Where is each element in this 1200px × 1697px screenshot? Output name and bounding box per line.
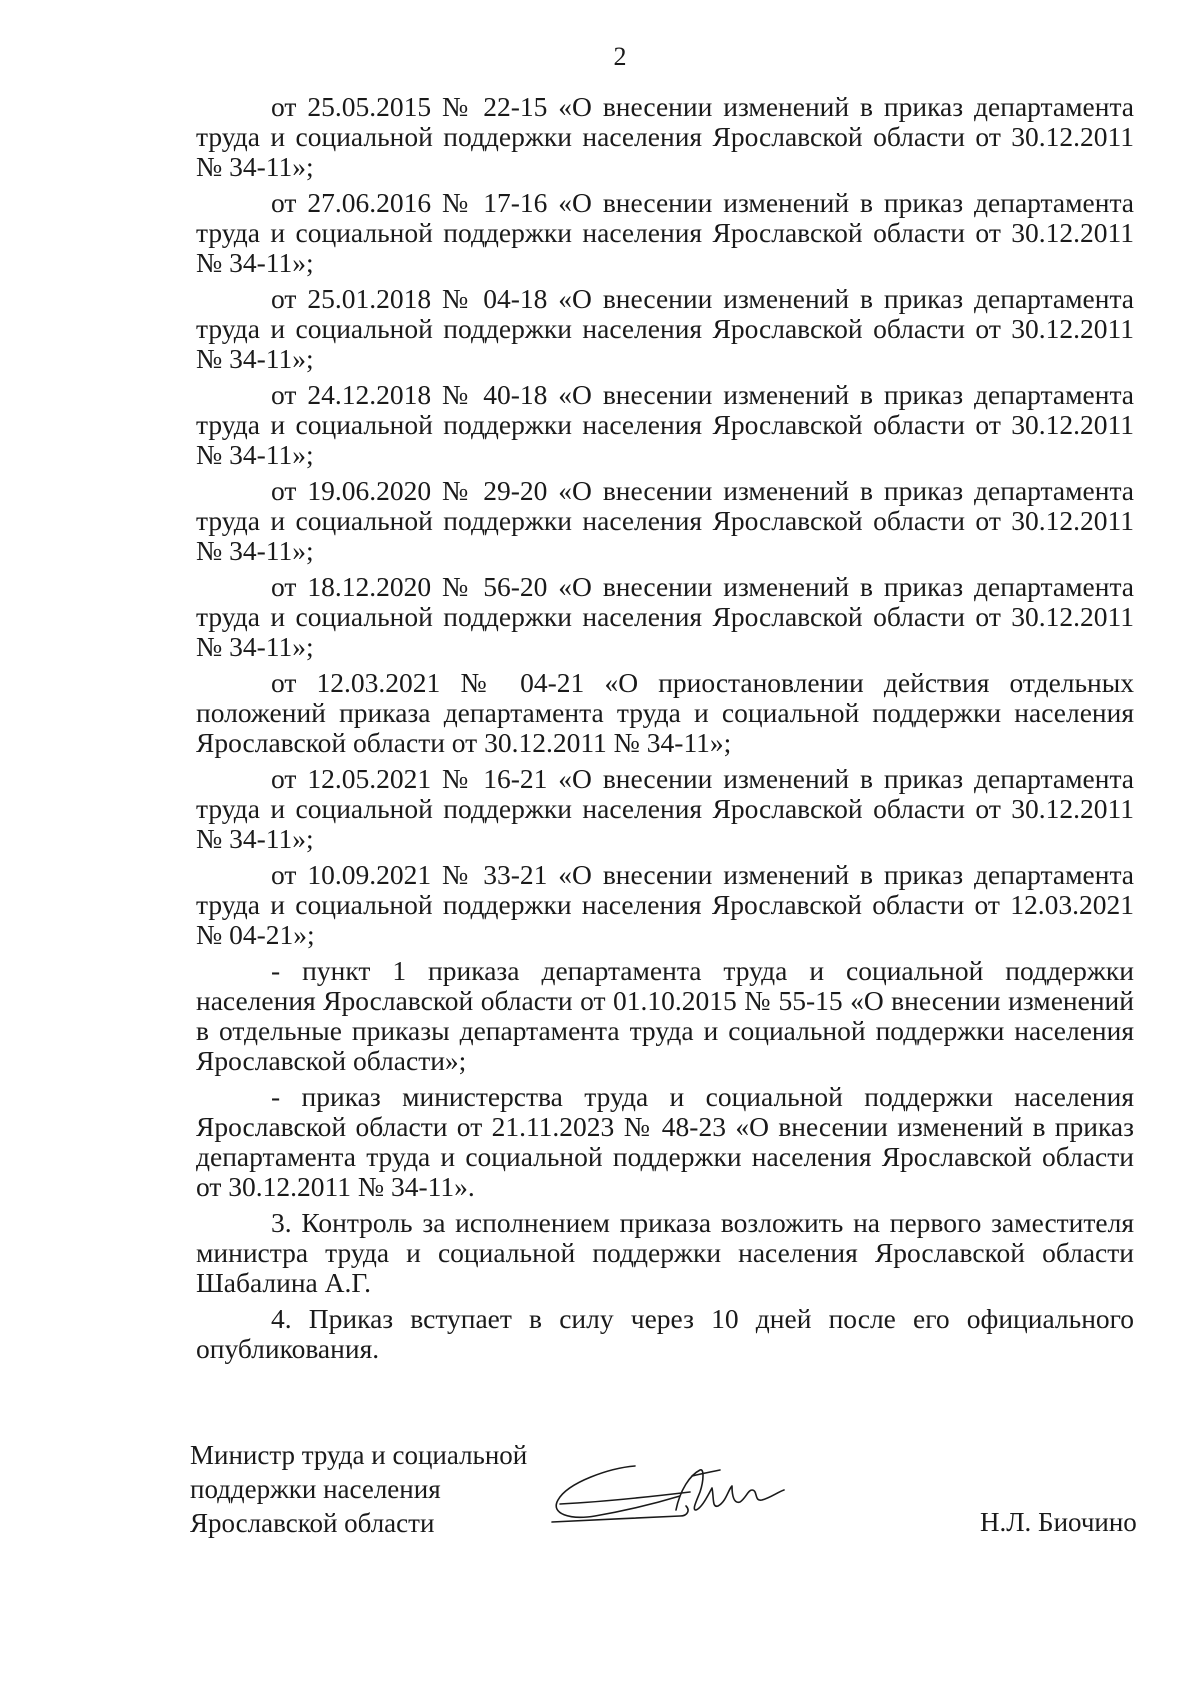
paragraph: от 10.09.2021 № 33-21 «О внесении изменений в приказ департамента труда и социальной поддержки населения Ярославской области от 12.03.2021 № 04-21»; <box>196 859 1134 950</box>
paragraph: - пункт 1 приказа департамента труда и социальной поддержки населения Ярославской области от 01.10.2015 № 55-15 «О внесении изменений в отдельные приказы департамента труда и социальной поддержки населения Ярославской области»; <box>196 955 1134 1076</box>
paragraph: от 19.06.2020 № 29-20 «О внесении изменений в приказ департамента труда и социальной поддержки населения Ярославской области от 30.12.2011 № 34-11»; <box>196 475 1134 566</box>
paragraph: от 18.12.2020 № 56-20 «О внесении изменений в приказ департамента труда и социальной поддержки населения Ярославской области от 30.12.2011 № 34-11»; <box>196 571 1134 662</box>
page-number: 2 <box>613 42 627 71</box>
paragraph: от 25.01.2018 № 04-18 «О внесении изменений в приказ департамента труда и социальной поддержки населения Ярославской области от 30.12.2011 № 34-11»; <box>196 283 1134 374</box>
signer-title-line: Министр труда и социальной <box>190 1440 528 1470</box>
signer-title-line: поддержки населения <box>190 1474 441 1504</box>
paragraph: от 12.03.2021 № 04-21 «О приостановлении действия отдельных положений приказа департамента труда и социальной поддержки населения Ярославской области от 30.12.2011 № 34-11»; <box>196 667 1134 758</box>
document-body <box>196 92 1134 1370</box>
signer-name: Н.Л. Биочино <box>980 1507 1137 1537</box>
signer-title <box>190 1438 527 1540</box>
paragraph: 4. Приказ вступает в силу через 10 дней после его официального опубликования. <box>196 1303 1134 1364</box>
paragraph: - приказ министерства труда и социальной поддержки населения Ярославской области от 21.11.2023 № 48-23 «О внесении изменений в приказ департамента труда и социальной поддержки населения Ярославской области от 30.12.2011 № 34-11». <box>196 1081 1134 1202</box>
paragraph: от 12.05.2021 № 16-21 «О внесении изменений в приказ департамента труда и социальной поддержки населения Ярославской области от 30.12.2011 № 34-11»; <box>196 763 1134 854</box>
handwritten-signature-icon <box>540 1440 810 1550</box>
paragraph: от 25.05.2015 № 22-15 «О внесении изменений в приказ департамента труда и социальной поддержки населения Ярославской области от 30.12.2011 № 34-11»; <box>196 91 1134 182</box>
paragraph: от 27.06.2016 № 17-16 «О внесении изменений в приказ департамента труда и социальной поддержки населения Ярославской области от 30.12.2011 № 34-11»; <box>196 187 1134 278</box>
paragraph: 3. Контроль за исполнением приказа возложить на первого заместителя министра труда и социальной поддержки населения Ярославской области Шабалина А.Г. <box>196 1207 1134 1298</box>
signer-title-line: Ярославской области <box>190 1508 435 1538</box>
paragraph: от 24.12.2018 № 40-18 «О внесении изменений в приказ департамента труда и социальной поддержки населения Ярославской области от 30.12.2011 № 34-11»; <box>196 379 1134 470</box>
